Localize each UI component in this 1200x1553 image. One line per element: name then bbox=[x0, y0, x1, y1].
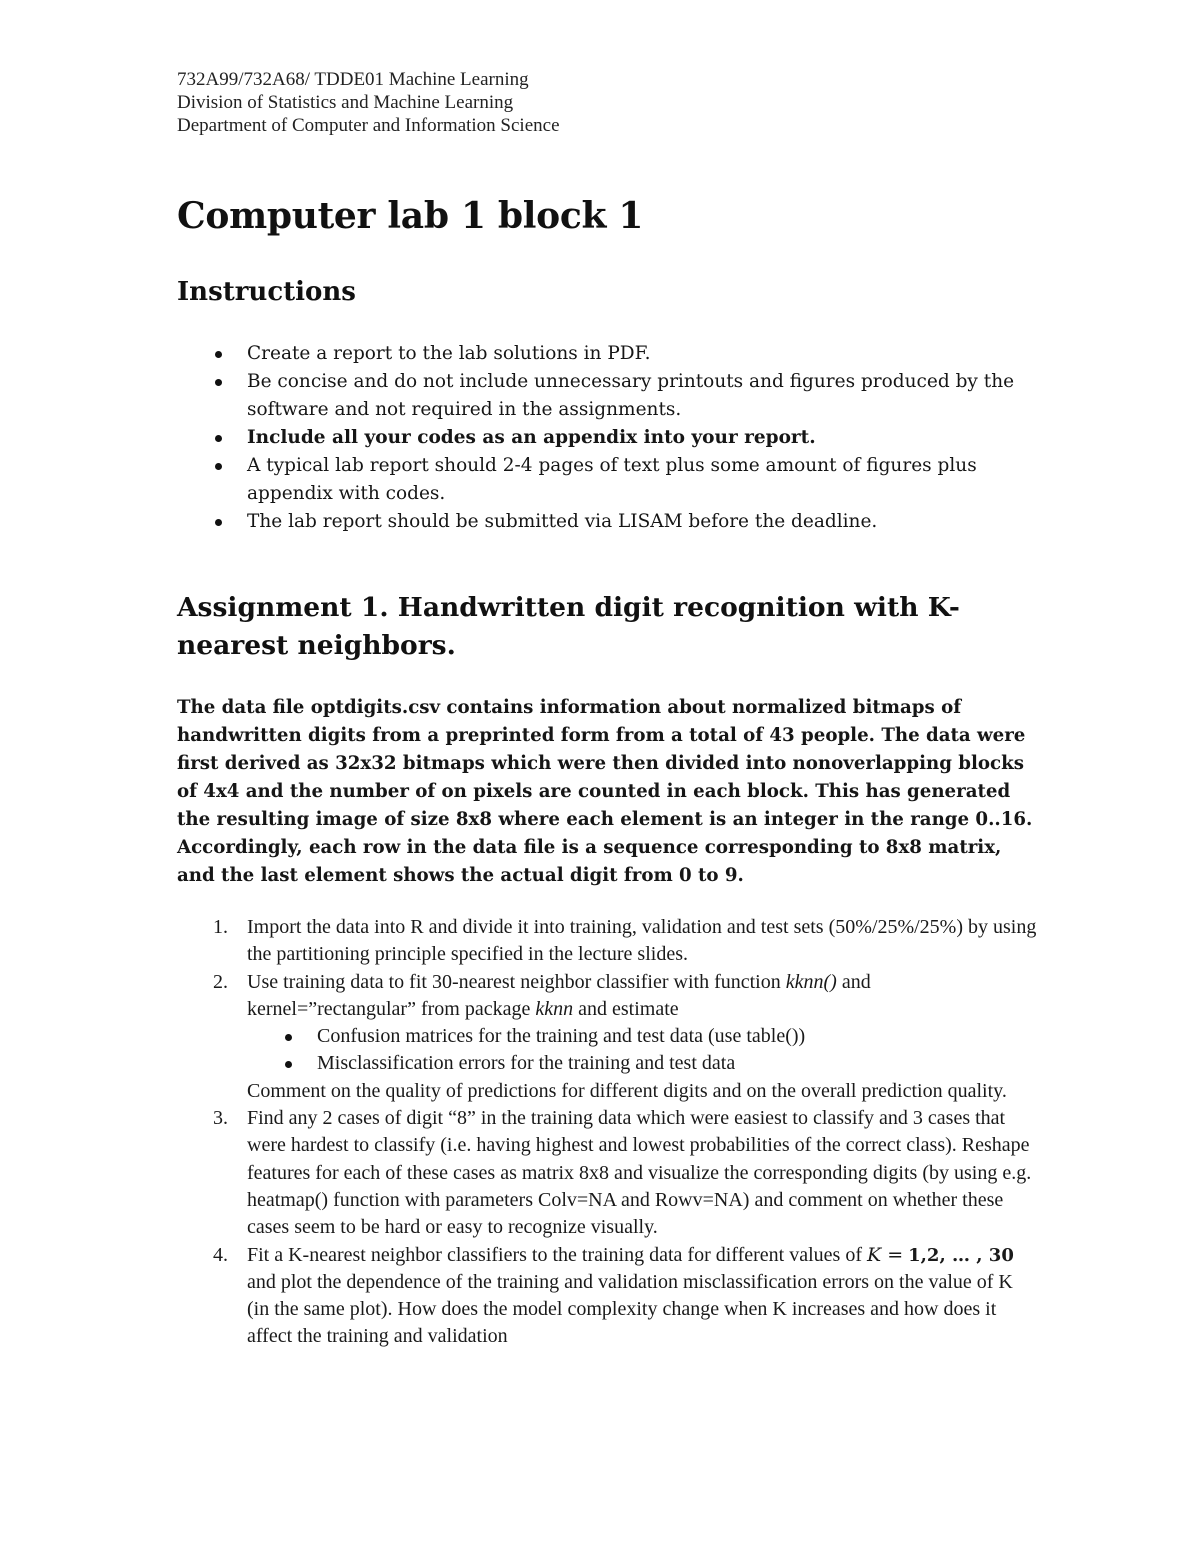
instruction-item bbox=[177, 368, 1047, 424]
bullet-icon bbox=[285, 1061, 292, 1068]
document-header bbox=[177, 68, 560, 137]
instruction-text: The lab report should be submitted via LISAM before the deadline. bbox=[247, 511, 878, 532]
task-number: 1. bbox=[213, 916, 228, 938]
assignment-intro: The data file optdigits.csv contains information about normalized bitmaps of handwritten digits from a preprinted form from a total of 43 people. The data were first derived as 32x32 bitmaps which were then divided into nonoverlapping blocks of 4x4 and the number of on pixels are counted in each block. This has generated the resulting image of size 8x8 where each element is an integer in the range 0..16. Accordingly, each row in the data file is a sequence corresponding to 8x8 matrix, and the last element shows the actual digit from 0 to 9. bbox=[177, 697, 1033, 886]
task-number: 2. bbox=[213, 970, 228, 993]
task-list bbox=[177, 914, 1037, 1351]
instruction-item bbox=[177, 452, 1047, 508]
bullet-icon bbox=[285, 1034, 292, 1041]
subtask-text: Confusion matrices for the training and test data (use table()) bbox=[317, 1025, 806, 1048]
function-name: kknn() bbox=[785, 970, 837, 993]
subtask-item bbox=[247, 1050, 1037, 1077]
task-text: Find any 2 cases of digit “8” in the training data which were easiest to classify and 3 cases that were hardest to classify (i.e. having highest and lowest probabilities of the correct class). Reshape features for each of these cases as matrix 8x8 and visualize the corresponding digits (by using e.g. heatmap() function with parameters Colv=NA and Rowv=NA) and comment on whether these cases seem to be hard or easy to recognize visually. bbox=[247, 1107, 1032, 1239]
task-text-part: and kernel=”rectangular” from package bbox=[247, 970, 871, 1020]
task-text-part: Fit a K-nearest neighbor classifiers to the training data for different values of bbox=[247, 1243, 867, 1266]
bullet-icon bbox=[215, 351, 222, 358]
bullet-icon bbox=[215, 519, 222, 526]
instruction-item bbox=[177, 508, 1047, 536]
task-text-part: and plot the dependence of the training and validation misclassification errors on the value of K (in the same plot). How does the model complexity change when K increases and how does it affect the training and validation bbox=[247, 1270, 1013, 1348]
instruction-text: Include all your codes as an appendix into your report. bbox=[247, 427, 816, 448]
task-number: 3. bbox=[213, 1107, 228, 1130]
task-number: 4. bbox=[213, 1243, 228, 1266]
math-k-values: 1,2, … , 30 bbox=[908, 1244, 1014, 1266]
instructions-list bbox=[177, 340, 1047, 536]
subtask-text: Misclassification errors for the training and test data bbox=[317, 1052, 736, 1075]
task-text-part: and estimate bbox=[573, 997, 679, 1020]
math-k: K = bbox=[866, 1243, 904, 1266]
course-code: 732A99/732A68/ TDDE01 Machine Learning bbox=[177, 69, 529, 90]
instruction-item bbox=[177, 424, 1047, 452]
department-name: Department of Computer and Information Science bbox=[177, 115, 560, 136]
task-item bbox=[177, 1242, 1037, 1351]
task-item bbox=[177, 914, 1037, 969]
division-name: Division of Statistics and Machine Learning bbox=[177, 92, 514, 113]
bullet-icon bbox=[215, 435, 222, 442]
package-name: kknn bbox=[535, 997, 574, 1020]
subtask-item bbox=[247, 1023, 1037, 1050]
bullet-icon bbox=[215, 379, 222, 386]
instruction-item bbox=[177, 340, 1047, 368]
assignment-heading: Assignment 1. Handwritten digit recognition with K-nearest neighbors. bbox=[177, 592, 960, 661]
instructions-heading: Instructions bbox=[177, 277, 356, 307]
instruction-text: A typical lab report should 2-4 pages of text plus some amount of figures plus appendix with codes. bbox=[247, 455, 977, 504]
task-item bbox=[177, 1105, 1037, 1241]
task-comment: Comment on the quality of predictions for different digits and on the overall prediction quality. bbox=[247, 1079, 1007, 1102]
task-item bbox=[177, 969, 1037, 1105]
task-text-part: Use training data to fit 30-nearest neighbor classifier with function bbox=[247, 970, 786, 993]
task-text: Import the data into R and divide it into training, validation and test sets (50%/25%/25%) by using the partitioning principle specified in the lecture slides. bbox=[247, 916, 1037, 966]
instruction-text: Be concise and do not include unnecessary printouts and figures produced by the software and not required in the assignments. bbox=[247, 371, 1015, 420]
page-title: Computer lab 1 block 1 bbox=[177, 195, 644, 237]
bullet-icon bbox=[215, 463, 222, 470]
instruction-text: Create a report to the lab solutions in PDF. bbox=[247, 343, 651, 364]
task-sublist bbox=[247, 1023, 1037, 1078]
